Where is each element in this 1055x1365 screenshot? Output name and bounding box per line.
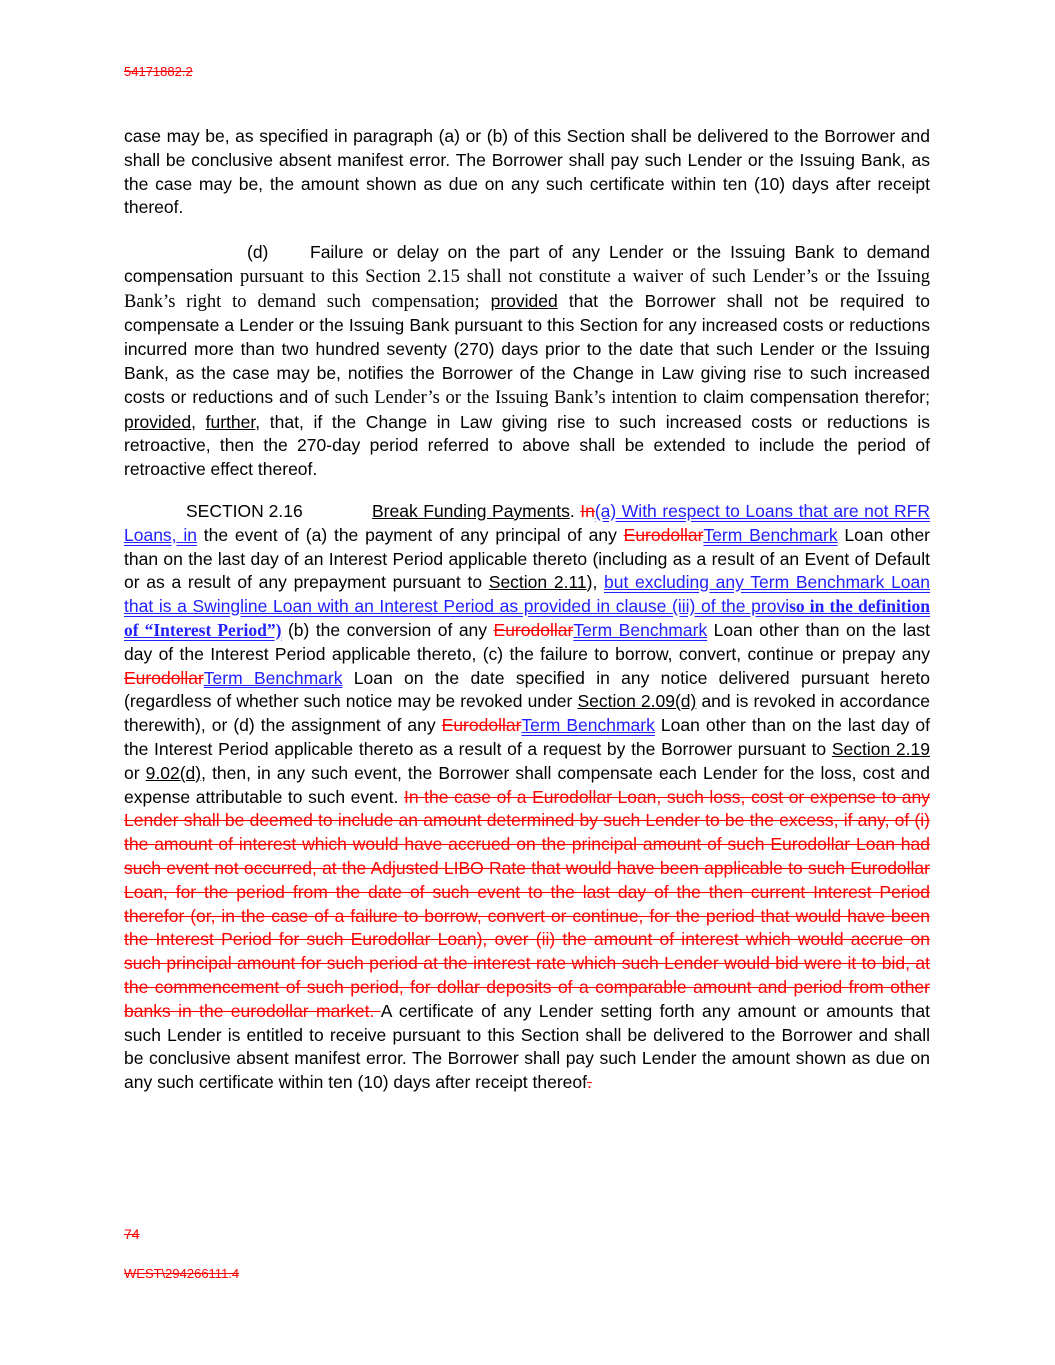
text-run: and is revoked in accordance therewith), or (d) the assignment of any [124, 691, 931, 736]
text-run: . [569, 501, 581, 521]
deleted-text: Eurodollar [124, 667, 204, 688]
text-run: (b) the conversion of any [281, 619, 494, 640]
inserted-text: but excluding any Term Benchmark Loan that is a Swingline Loan with an Interest Period as provided in clause (iii) of the provi [124, 572, 930, 617]
section-number: SECTION 2.16 [186, 501, 303, 521]
text-run-serif: pursuant to this Section 2.15 shall not constitute a waiver of such Lender’s or the Issuing Bank’s right to demand such compensation; [124, 266, 930, 312]
deleted-text: Eurodollar [493, 619, 574, 640]
text-run: Loan other than on the last day of the Interest Period applicable thereto as a result of a request by the Borrower pursuant to [124, 715, 930, 759]
provided-underlined: provided [490, 290, 558, 311]
text-run: claim compensation therefor; [697, 386, 931, 407]
inserted-text: Term Benchmark [203, 667, 343, 688]
deleted-text: . [587, 1072, 592, 1093]
text-run: that the Borrower shall not be required to compensate a Lender or the Issuing Bank pursuant to this Section for any increased costs or reductions incurred more than two hundred seventy (270) days prior to the date that such Lender or the Issuing Bank, as the case may be, notifies the Borrower of the Change in Law giving rise to such increased costs or reductions and of [124, 290, 930, 407]
footer-doc-id: WEST\294266111.4 [124, 1266, 240, 1281]
paragraph-label: (d) [247, 242, 269, 262]
deleted-text: In [580, 501, 595, 521]
further-underlined: further [205, 411, 256, 432]
section-reference: Section 2.19 [831, 738, 930, 759]
header-doc-code: 54171882.2 [124, 64, 193, 79]
deleted-text: Eurodollar [441, 715, 522, 736]
inserted-text: (a) With respect to Loans that are not RFR Loans, in [124, 501, 930, 545]
inserted-text: Term Benchmark [703, 524, 838, 545]
text-run: Loan other than on the last day of an Interest Period applicable thereto (including as a result of an Event of Default or as a result of any prepayment pursuant to [124, 524, 930, 593]
text-run: , [191, 411, 206, 432]
paragraph-continuation: case may be, as specified in paragraph (a) or (b) of this Section shall be delivered to the Borrower and shall be conclusive absent manifest error. The Borrower shall pay such Lender or the Issuing Bank, as the case may be, the amount shown as due on any such certificate within ten (10) days after receipt thereof. [124, 126, 930, 218]
text-run: Loan on the date specified in any notice delivered pursuant hereto (regardless of whether such notice may be revoked under [124, 667, 931, 712]
text-run: Failure or delay on the part of any Lender or the Issuing Bank to demand compensation [124, 242, 930, 286]
paragraph-d [124, 241, 930, 482]
deleted-paragraph: In the case of a Eurodollar Loan, such loss, cost or expense to any Lender shall be deemed to include an amount determined by such Lender to be the excess, if any, of (i) the amount of interest which would have accrued on the principal amount of such Eurodollar Loan had such event not occurred, at the Adjusted LIBO Rate that would have been applicable to such Eurodollar Loan, for the period from the date of such event to the last day of the then current Interest Period therefor (or, in the case of a failure to borrow, convert or continue, for the period that would have been the Interest Period for such Eurodollar Loan), over (ii) the amount of interest which would accrue on such principal amount for such period at the interest rate which such Lender would bid were it to bid, at the commencement of such period, for dollar deposits of a comparable amount and period from other banks in the eurodollar market. [124, 786, 931, 1021]
footer-page-number: 74 [124, 1226, 140, 1242]
inserted-text-serif: so in the definition of “Interest Period”) [124, 596, 930, 640]
text-run: , that, if the Change in Law giving rise to such increased costs or reductions is retroactive, then the 270-day period referred to above shall be extended to include the period of retroactive effect thereof. [124, 411, 930, 480]
text-run: , then, in any such event, the Borrower shall compensate each Lender for the loss, cost and expense attributable to such event. [124, 762, 930, 807]
text-run: the event of (a) the payment of any principal of any [196, 524, 624, 545]
inserted-text: Term Benchmark [573, 619, 708, 640]
deleted-text: Eurodollar [623, 524, 704, 545]
text-run: A certificate of any Lender setting forth any amount or amounts that such Lender is entitled to receive pursuant to this Section shall be delivered to the Borrower and shall be conclusive absent manifest error. The Borrower shall pay such Lender the amount shown as due on any such certificate within ten (10) days after receipt thereof [124, 1000, 930, 1093]
inserted-text: Term Benchmark [521, 715, 655, 736]
text-run-serif: such Lender’s or the Issuing Bank’s intention to [334, 387, 698, 408]
section-reference: Section 2.11 [488, 572, 587, 593]
section-2-16 [124, 500, 930, 1095]
section-reference: Section 2.09(d) [577, 691, 697, 712]
provided-underlined: provided [124, 411, 192, 432]
section-reference: 9.02(d) [145, 762, 202, 783]
text-run: or [124, 762, 146, 783]
text-run: Loan other than on the last day of the Interest Period applicable thereto, (c) the failure to borrow, convert, continue or prepay any [124, 619, 931, 664]
section-title: Break Funding Payments [372, 501, 570, 521]
text-run: ), [586, 572, 605, 593]
